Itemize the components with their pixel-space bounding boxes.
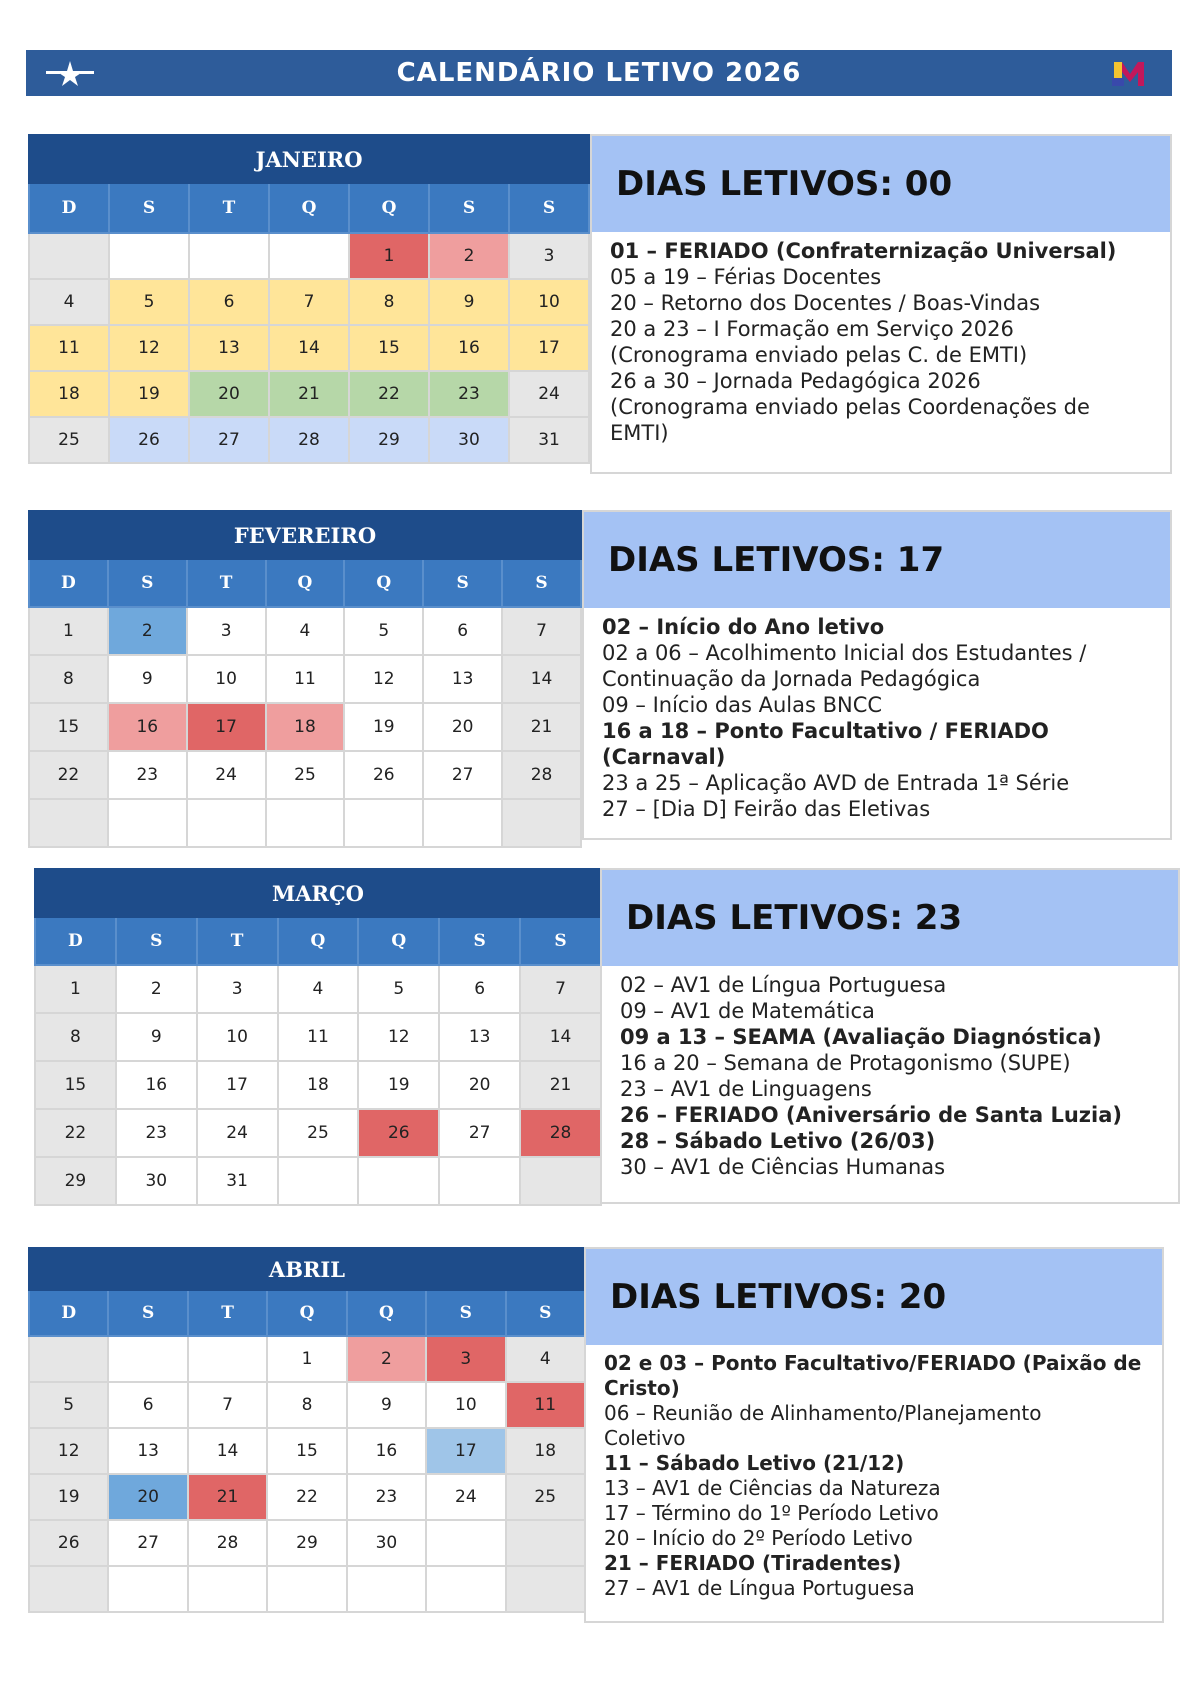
day-cell xyxy=(29,1336,108,1382)
month-info-panel xyxy=(600,868,1180,1204)
dias-letivos-count: DIAS LETIVOS: 00 xyxy=(616,164,953,204)
event-line: 01 – FERIADO (Confraternização Universal) xyxy=(610,239,1117,263)
week-row xyxy=(29,1336,585,1382)
day-cell: 28 xyxy=(269,417,349,463)
week-row xyxy=(29,751,581,799)
day-cell: 1 xyxy=(267,1336,346,1382)
event-line: 30 – AV1 de Ciências Humanas xyxy=(620,1155,946,1179)
dias-letivos-count: DIAS LETIVOS: 17 xyxy=(608,540,945,580)
day-cell xyxy=(29,799,108,847)
day-cell: 17 xyxy=(426,1428,505,1474)
day-cell: 6 xyxy=(439,965,520,1013)
week-row xyxy=(29,371,589,417)
event-line: 26 – FERIADO (Aniversário de Santa Luzia) xyxy=(620,1103,1122,1127)
day-cell: 21 xyxy=(269,371,349,417)
day-cell: 14 xyxy=(269,325,349,371)
weekday-header: D xyxy=(29,559,108,607)
event-line: 16 a 20 – Semana de Protagonismo (SUPE) xyxy=(620,1051,1071,1075)
day-cell: 26 xyxy=(358,1109,439,1157)
event-line: Coletivo xyxy=(604,1426,686,1450)
event-line: 02 e 03 – Ponto Facultativo/FERIADO (Paixão de xyxy=(604,1351,1142,1375)
events-list xyxy=(602,966,1178,1180)
event-line: (Cronograma enviado pelas C. de EMTI) xyxy=(610,343,1028,367)
weekday-header: Q xyxy=(278,917,359,965)
day-cell: 27 xyxy=(189,417,269,463)
week-row xyxy=(29,703,581,751)
day-cell: 3 xyxy=(509,233,589,279)
day-cell: 1 xyxy=(349,233,429,279)
month-info-panel xyxy=(584,1247,1164,1623)
day-cell: 5 xyxy=(109,279,189,325)
event-line: 17 – Término do 1º Período Letivo xyxy=(604,1501,939,1525)
day-cell: 1 xyxy=(35,965,116,1013)
day-cell xyxy=(344,799,423,847)
day-cell: 25 xyxy=(506,1474,585,1520)
day-cell: 24 xyxy=(509,371,589,417)
day-cell: 22 xyxy=(35,1109,116,1157)
school-logo-icon xyxy=(1110,56,1150,90)
weekday-header: S xyxy=(116,917,197,965)
weekday-header: S xyxy=(509,183,589,233)
week-row xyxy=(29,417,589,463)
day-cell: 19 xyxy=(358,1061,439,1109)
day-cell: 6 xyxy=(108,1382,187,1428)
day-cell: 21 xyxy=(520,1061,601,1109)
day-cell: 26 xyxy=(109,417,189,463)
month-name: FEVEREIRO xyxy=(29,511,581,559)
day-cell xyxy=(520,1157,601,1205)
weekday-header: T xyxy=(188,1290,267,1336)
day-cell: 15 xyxy=(35,1061,116,1109)
weekday-header: S xyxy=(506,1290,585,1336)
event-line: 09 a 13 – SEAMA (Avaliação Diagnóstica) xyxy=(620,1025,1102,1049)
dias-letivos-header xyxy=(586,1249,1162,1345)
day-cell: 19 xyxy=(109,371,189,417)
weekday-header: S xyxy=(108,559,187,607)
day-cell xyxy=(267,1566,346,1612)
week-row xyxy=(35,965,601,1013)
dias-letivos-header xyxy=(592,136,1170,232)
day-cell: 7 xyxy=(502,607,581,655)
week-row xyxy=(29,607,581,655)
day-cell: 6 xyxy=(423,607,502,655)
event-line: 28 – Sábado Letivo (26/03) xyxy=(620,1129,936,1153)
day-cell: 24 xyxy=(197,1109,278,1157)
day-cell: 6 xyxy=(189,279,269,325)
day-cell: 16 xyxy=(116,1061,197,1109)
day-cell: 4 xyxy=(29,279,109,325)
day-cell: 2 xyxy=(108,607,187,655)
weekday-header: S xyxy=(439,917,520,965)
day-cell: 11 xyxy=(29,325,109,371)
day-cell: 9 xyxy=(347,1382,426,1428)
calendar-table xyxy=(34,868,602,1206)
day-cell: 4 xyxy=(266,607,345,655)
weekday-header: Q xyxy=(347,1290,426,1336)
event-line: 16 a 18 – Ponto Facultativo / FERIADO (Carnaval) xyxy=(602,719,1057,769)
week-row xyxy=(29,279,589,325)
day-cell: 8 xyxy=(29,655,108,703)
event-line: 02 – AV1 de Língua Portuguesa xyxy=(620,973,947,997)
weekday-header: S xyxy=(502,559,581,607)
day-cell xyxy=(108,799,187,847)
event-line: EMTI) xyxy=(610,421,669,445)
event-line: 21 – FERIADO (Tiradentes) xyxy=(604,1551,902,1575)
event-line: 09 – Início das Aulas BNCC xyxy=(602,693,883,717)
day-cell: 19 xyxy=(29,1474,108,1520)
weekday-header: S xyxy=(109,183,189,233)
week-row xyxy=(29,1520,585,1566)
day-cell: 20 xyxy=(189,371,269,417)
day-cell xyxy=(187,799,266,847)
day-cell: 5 xyxy=(344,607,423,655)
week-row xyxy=(29,1566,585,1612)
calendar-table xyxy=(28,134,590,464)
week-row xyxy=(29,799,581,847)
day-cell: 22 xyxy=(29,751,108,799)
calendar-table xyxy=(28,510,582,848)
day-cell xyxy=(109,233,189,279)
day-cell: 23 xyxy=(116,1109,197,1157)
week-row xyxy=(29,325,589,371)
day-cell: 20 xyxy=(439,1061,520,1109)
day-cell: 28 xyxy=(502,751,581,799)
day-cell: 9 xyxy=(108,655,187,703)
day-cell: 4 xyxy=(506,1336,585,1382)
day-cell: 26 xyxy=(29,1520,108,1566)
day-cell: 14 xyxy=(188,1428,267,1474)
day-cell xyxy=(266,799,345,847)
day-cell: 27 xyxy=(423,751,502,799)
event-line: 26 a 30 – Jornada Pedagógica 2026 xyxy=(610,369,981,393)
day-cell: 25 xyxy=(29,417,109,463)
event-line: 27 – AV1 de Língua Portuguesa xyxy=(604,1576,915,1600)
day-cell: 7 xyxy=(520,965,601,1013)
day-cell: 25 xyxy=(266,751,345,799)
day-cell: 4 xyxy=(278,965,359,1013)
day-cell: 11 xyxy=(278,1013,359,1061)
month-name: MARÇO xyxy=(35,869,601,917)
day-cell: 5 xyxy=(29,1382,108,1428)
day-cell xyxy=(506,1520,585,1566)
day-cell: 9 xyxy=(429,279,509,325)
day-cell xyxy=(506,1566,585,1612)
dias-letivos-count: DIAS LETIVOS: 23 xyxy=(626,898,963,938)
day-cell: 2 xyxy=(347,1336,426,1382)
day-cell: 3 xyxy=(426,1336,505,1382)
day-cell: 3 xyxy=(197,965,278,1013)
day-cell xyxy=(29,1566,108,1612)
day-cell: 7 xyxy=(269,279,349,325)
month-name: JANEIRO xyxy=(29,135,589,183)
weekday-header: Q xyxy=(266,559,345,607)
week-row xyxy=(29,1428,585,1474)
day-cell: 8 xyxy=(267,1382,346,1428)
day-cell: 13 xyxy=(108,1428,187,1474)
event-line: 02 a 06 – Acolhimento Inicial dos Estudantes / xyxy=(602,641,1087,665)
day-cell xyxy=(108,1336,187,1382)
day-cell: 17 xyxy=(187,703,266,751)
day-cell: 13 xyxy=(423,655,502,703)
day-cell: 18 xyxy=(29,371,109,417)
day-cell: 31 xyxy=(197,1157,278,1205)
day-cell: 3 xyxy=(187,607,266,655)
day-cell: 18 xyxy=(506,1428,585,1474)
day-cell: 29 xyxy=(267,1520,346,1566)
day-cell: 10 xyxy=(426,1382,505,1428)
week-row xyxy=(29,1382,585,1428)
day-cell: 24 xyxy=(187,751,266,799)
day-cell: 30 xyxy=(347,1520,426,1566)
weekday-header: T xyxy=(189,183,269,233)
day-cell xyxy=(358,1157,439,1205)
month-info-panel xyxy=(582,510,1172,840)
day-cell xyxy=(426,1566,505,1612)
day-cell: 21 xyxy=(502,703,581,751)
day-cell xyxy=(188,1566,267,1612)
week-row xyxy=(35,1109,601,1157)
week-row xyxy=(35,1013,601,1061)
event-line: 23 a 25 – Aplicação AVD de Entrada 1ª Série xyxy=(602,771,1070,795)
weekday-header: D xyxy=(35,917,116,965)
event-line: 05 a 19 – Férias Docentes xyxy=(610,265,882,289)
day-cell: 20 xyxy=(108,1474,187,1520)
events-list xyxy=(584,608,1170,822)
weekday-header: Q xyxy=(267,1290,346,1336)
day-cell: 18 xyxy=(278,1061,359,1109)
week-row xyxy=(29,1474,585,1520)
weekday-header: T xyxy=(187,559,266,607)
weekday-header: S xyxy=(520,917,601,965)
day-cell: 16 xyxy=(429,325,509,371)
dias-letivos-count: DIAS LETIVOS: 20 xyxy=(610,1277,947,1317)
day-cell: 12 xyxy=(109,325,189,371)
event-line: 20 – Início do 2º Período Letivo xyxy=(604,1526,913,1550)
day-cell: 13 xyxy=(189,325,269,371)
day-cell: 28 xyxy=(188,1520,267,1566)
day-cell: 2 xyxy=(429,233,509,279)
dias-letivos-header xyxy=(584,512,1170,608)
day-cell: 29 xyxy=(35,1157,116,1205)
day-cell: 14 xyxy=(520,1013,601,1061)
page-title: CALENDÁRIO LETIVO 2026 xyxy=(396,58,802,88)
day-cell: 29 xyxy=(349,417,429,463)
day-cell: 12 xyxy=(358,1013,439,1061)
day-cell: 2 xyxy=(116,965,197,1013)
day-cell: 28 xyxy=(520,1109,601,1157)
day-cell xyxy=(189,233,269,279)
event-line: Cristo) xyxy=(604,1376,680,1400)
day-cell: 8 xyxy=(35,1013,116,1061)
week-row xyxy=(35,1157,601,1205)
day-cell xyxy=(188,1336,267,1382)
event-line: 13 – AV1 de Ciências da Natureza xyxy=(604,1476,941,1500)
week-row xyxy=(35,1061,601,1109)
day-cell xyxy=(426,1520,505,1566)
month-info-panel xyxy=(590,134,1172,474)
day-cell: 27 xyxy=(108,1520,187,1566)
day-cell: 11 xyxy=(506,1382,585,1428)
day-cell: 9 xyxy=(116,1013,197,1061)
day-cell: 7 xyxy=(188,1382,267,1428)
day-cell: 31 xyxy=(509,417,589,463)
day-cell: 30 xyxy=(116,1157,197,1205)
week-row xyxy=(29,233,589,279)
state-logo-icon xyxy=(40,58,100,88)
weekday-header: D xyxy=(29,1290,108,1336)
day-cell: 20 xyxy=(423,703,502,751)
day-cell: 10 xyxy=(187,655,266,703)
week-row xyxy=(29,655,581,703)
day-cell xyxy=(439,1157,520,1205)
day-cell: 19 xyxy=(344,703,423,751)
day-cell: 10 xyxy=(509,279,589,325)
weekday-header: D xyxy=(29,183,109,233)
day-cell: 22 xyxy=(349,371,429,417)
day-cell: 15 xyxy=(267,1428,346,1474)
day-cell: 15 xyxy=(349,325,429,371)
weekday-header: T xyxy=(197,917,278,965)
event-line: 23 – AV1 de Linguagens xyxy=(620,1077,872,1101)
event-line: 27 – [Dia D] Feirão das Eletivas xyxy=(602,797,931,821)
weekday-header: S xyxy=(426,1290,505,1336)
day-cell: 13 xyxy=(439,1013,520,1061)
weekday-header: Q xyxy=(344,559,423,607)
day-cell: 23 xyxy=(429,371,509,417)
header-banner xyxy=(26,50,1172,96)
day-cell: 11 xyxy=(266,655,345,703)
event-line: 11 – Sábado Letivo (21/12) xyxy=(604,1451,905,1475)
day-cell xyxy=(269,233,349,279)
weekday-header: Q xyxy=(358,917,439,965)
day-cell xyxy=(347,1566,426,1612)
day-cell: 12 xyxy=(344,655,423,703)
day-cell: 22 xyxy=(267,1474,346,1520)
day-cell: 5 xyxy=(358,965,439,1013)
event-line: 09 – AV1 de Matemática xyxy=(620,999,875,1023)
day-cell: 21 xyxy=(188,1474,267,1520)
weekday-header: S xyxy=(429,183,509,233)
day-cell: 26 xyxy=(344,751,423,799)
day-cell: 25 xyxy=(278,1109,359,1157)
weekday-header: S xyxy=(108,1290,187,1336)
day-cell: 10 xyxy=(197,1013,278,1061)
event-line: 06 – Reunião de Alinhamento/Planejamento xyxy=(604,1401,1042,1425)
day-cell: 16 xyxy=(108,703,187,751)
day-cell: 17 xyxy=(197,1061,278,1109)
events-list xyxy=(586,1345,1162,1601)
event-line: 20 – Retorno dos Docentes / Boas-Vindas xyxy=(610,291,1041,315)
event-line: (Cronograma enviado pelas Coordenações de xyxy=(610,395,1090,419)
day-cell xyxy=(29,233,109,279)
day-cell: 16 xyxy=(347,1428,426,1474)
day-cell: 12 xyxy=(29,1428,108,1474)
day-cell: 17 xyxy=(509,325,589,371)
weekday-header: S xyxy=(423,559,502,607)
month-name: ABRIL xyxy=(29,1248,585,1290)
day-cell xyxy=(108,1566,187,1612)
day-cell: 23 xyxy=(347,1474,426,1520)
day-cell: 14 xyxy=(502,655,581,703)
dias-letivos-header xyxy=(602,870,1178,966)
day-cell: 18 xyxy=(266,703,345,751)
day-cell: 8 xyxy=(349,279,429,325)
day-cell: 1 xyxy=(29,607,108,655)
day-cell xyxy=(502,799,581,847)
event-line: 02 – Início do Ano letivo xyxy=(602,615,885,639)
events-list xyxy=(592,232,1170,446)
day-cell xyxy=(278,1157,359,1205)
day-cell: 30 xyxy=(429,417,509,463)
day-cell: 15 xyxy=(29,703,108,751)
day-cell xyxy=(423,799,502,847)
day-cell: 27 xyxy=(439,1109,520,1157)
event-line: Continuação da Jornada Pedagógica xyxy=(602,667,981,691)
day-cell: 24 xyxy=(426,1474,505,1520)
weekday-header: Q xyxy=(349,183,429,233)
weekday-header: Q xyxy=(269,183,349,233)
calendar-table xyxy=(28,1247,586,1613)
event-line: 20 a 23 – I Formação em Serviço 2026 xyxy=(610,317,1014,341)
day-cell: 23 xyxy=(108,751,187,799)
